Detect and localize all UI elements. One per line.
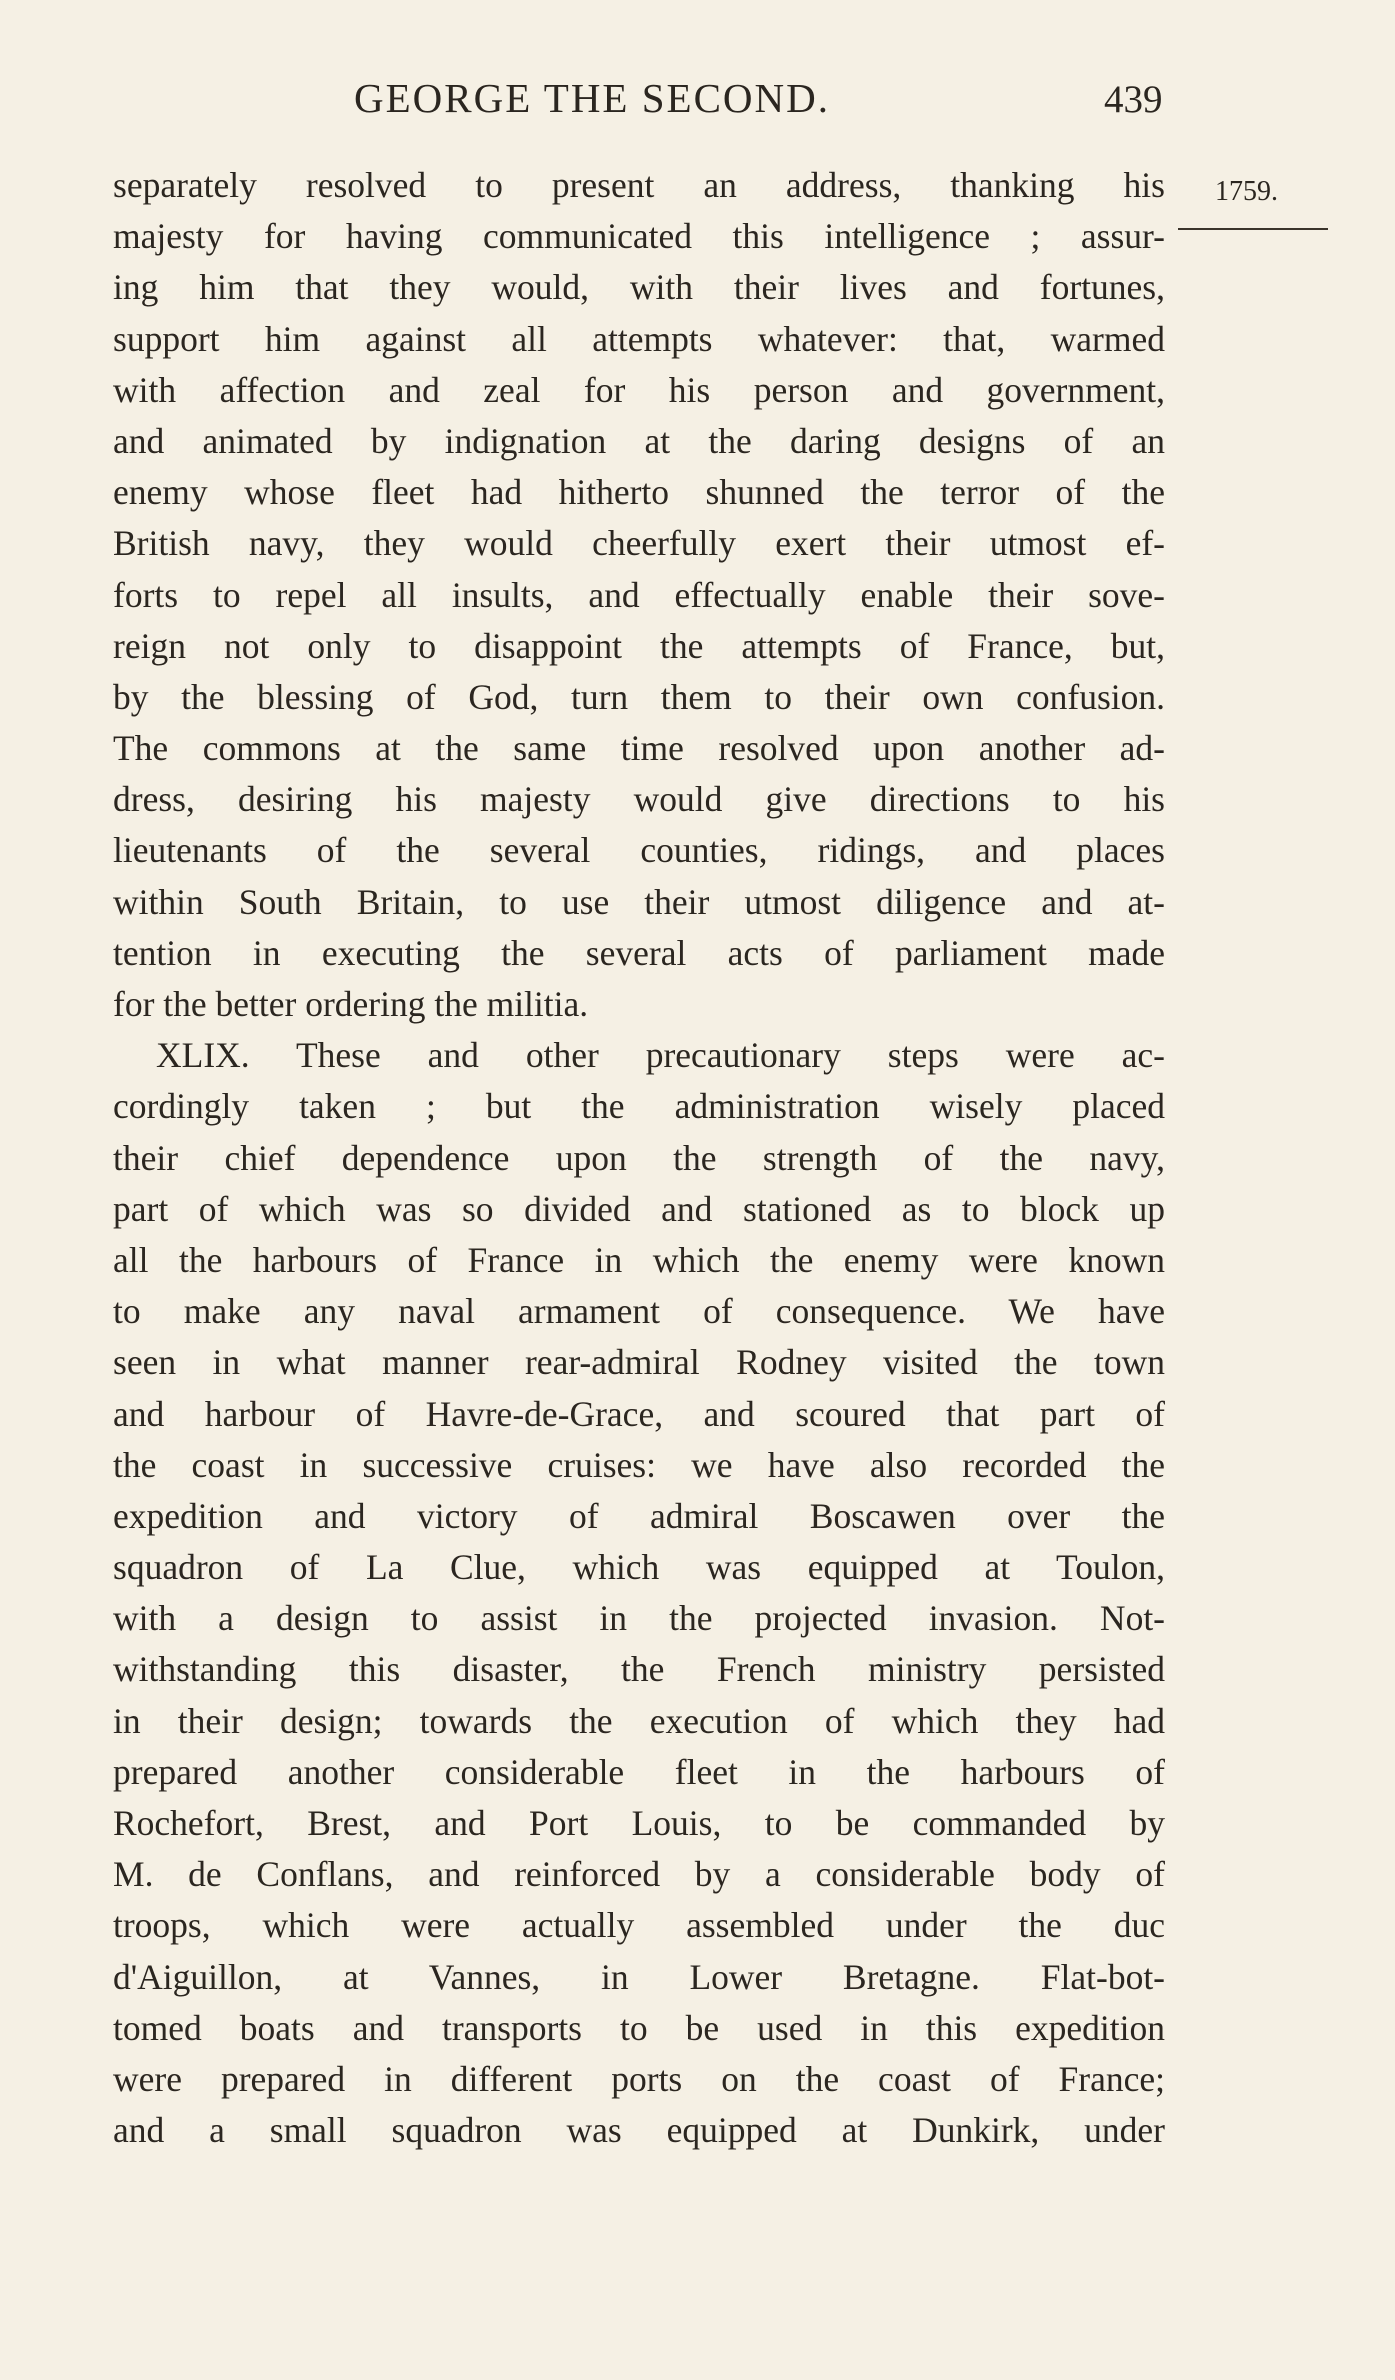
text-line: were prepared in different ports on the coast of France; — [113, 2058, 1165, 2099]
text-line: squadron of La Clue, which was equipped at Toulon, — [113, 1547, 1165, 1588]
text-line: troops, which were actually assembled under the duc — [113, 1905, 1165, 1946]
text-line: to make any naval armament of consequence. We have — [113, 1291, 1165, 1332]
text-line: withstanding this disaster, the French ministry persisted — [113, 1649, 1165, 1690]
margin-rule — [1178, 228, 1328, 230]
text-line: d'Aiguillon, at Vannes, in Lower Bretagne. Flat-bot- — [113, 1956, 1165, 1997]
text-line: support him against all attempts whatever: that, warmed — [113, 318, 1165, 359]
margin-year: 1759. — [1215, 176, 1278, 207]
text-line: with a design to assist in the projected invasion. Not- — [113, 1598, 1165, 1639]
body-text — [113, 160, 1165, 2156]
text-line: forts to repel all insults, and effectually enable their sove- — [113, 574, 1165, 615]
text-line: and a small squadron was equipped at Dunkirk, under — [113, 2110, 1165, 2151]
text-line: for the better ordering the militia. — [113, 984, 589, 1024]
text-line: expedition and victory of admiral Boscawen over the — [113, 1495, 1165, 1536]
text-line: lieutenants of the several counties, ridings, and places — [113, 830, 1165, 871]
text-line: tomed boats and transports to be used in this expedition — [113, 2007, 1165, 2048]
text-line: all the harbours of France in which the enemy were known — [113, 1239, 1165, 1280]
text-line: ing him that they would, with their lives and fortunes, — [113, 267, 1165, 308]
text-line: within South Britain, to use their utmost diligence and at- — [113, 881, 1165, 922]
text-line: the coast in successive cruises: we have also recorded the — [113, 1444, 1165, 1485]
text-line: prepared another considerable fleet in the harbours of — [113, 1751, 1165, 1792]
page-number: 439 — [1104, 78, 1163, 121]
section-opening-line: XLIX. These and other precautionary steps were ac- — [156, 1035, 1165, 1076]
text-line: enemy whose fleet had hitherto shunned the terror of the — [113, 472, 1165, 513]
text-line: and harbour of Havre-de-Grace, and scoured that part of — [113, 1393, 1165, 1434]
text-line: M. de Conflans, and reinforced by a considerable body of — [113, 1854, 1165, 1895]
text-line: dress, desiring his majesty would give directions to his — [113, 779, 1165, 820]
text-line: cordingly taken ; but the administration wisely placed — [113, 1086, 1165, 1127]
text-line: with affection and zeal for his person and government, — [113, 369, 1165, 410]
text-line: tention in executing the several acts of parliament made — [113, 932, 1165, 973]
text-line: separately resolved to present an address, thanking his — [113, 165, 1165, 205]
text-line: Rochefort, Brest, and Port Louis, to be commanded by — [113, 1803, 1165, 1843]
text-line: reign not only to disappoint the attempts of France, but, — [113, 625, 1165, 666]
text-line: The commons at the same time resolved upon another ad- — [113, 728, 1165, 769]
text-line: in their design; towards the execution of which they had — [113, 1700, 1165, 1741]
text-line: part of which was so divided and stationed as to block up — [113, 1188, 1165, 1229]
text-line: by the blessing of God, turn them to their own confusion. — [113, 676, 1165, 717]
text-line: their chief dependence upon the strength of the navy, — [113, 1137, 1165, 1178]
text-line: British navy, they would cheerfully exert their utmost ef- — [113, 523, 1165, 564]
text-line: seen in what manner rear-admiral Rodney visited the town — [113, 1342, 1165, 1383]
running-head: GEORGE THE SECOND. — [354, 75, 830, 121]
text-line: and animated by indignation at the daring designs of an — [113, 420, 1165, 461]
text-line: majesty for having communicated this intelligence ; assur- — [113, 216, 1165, 257]
